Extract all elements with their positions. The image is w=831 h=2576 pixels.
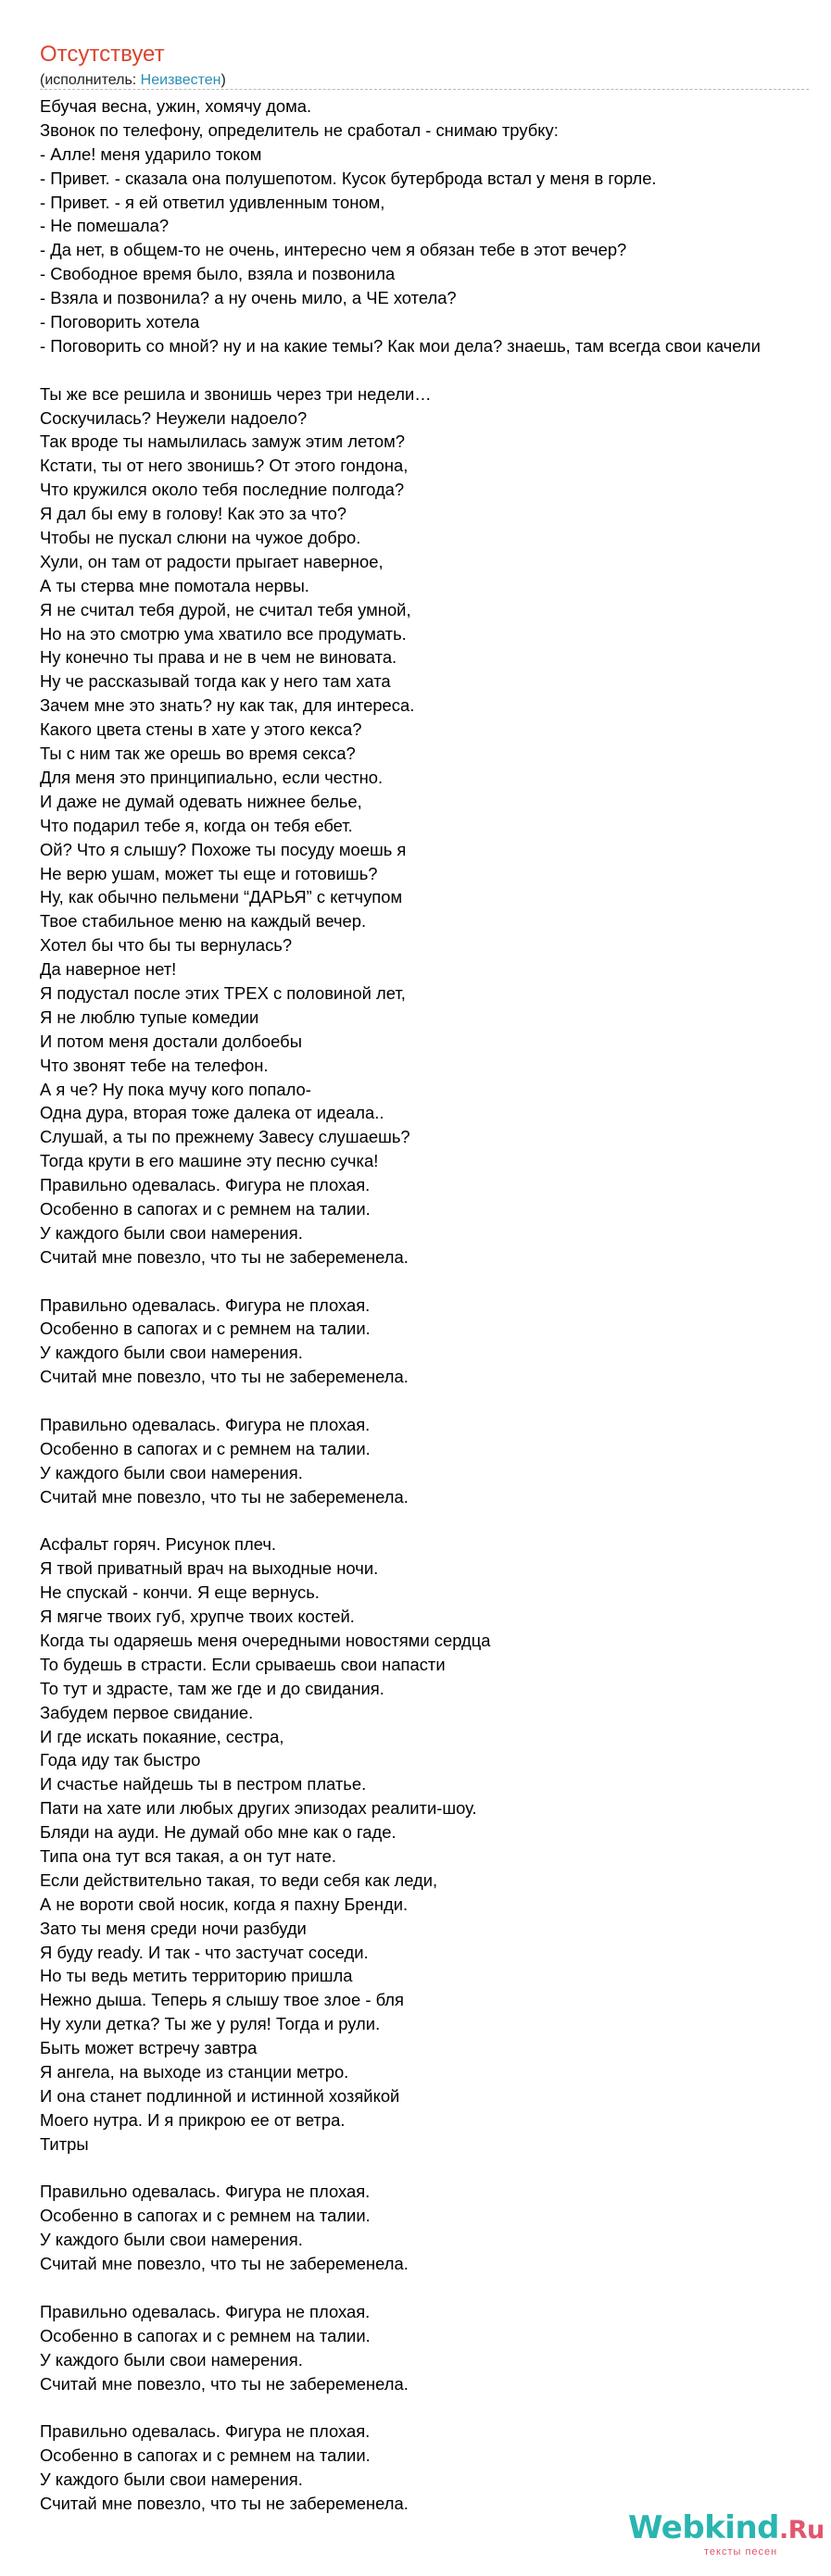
lyric-line: Что кружился около тебя последние полгода?	[40, 480, 405, 500]
lyric-blank-line	[40, 1509, 831, 1533]
lyric-line: Ты же все решила и звонишь через три недели…	[40, 383, 432, 404]
lyric-blank-line	[40, 358, 831, 382]
logo-tld: .Ru	[779, 2516, 825, 2545]
lyric-line: Да наверное нет!	[40, 959, 177, 980]
lyric-line: Я не считал тебя дурой, не считал тебя умной,	[40, 599, 411, 619]
lyric-line: Особенно в сапогах и с ремнем на талии.	[40, 1319, 371, 1339]
lyric-line: Ну, как обычно пельмени “ДАРЬЯ” с кетчупом	[40, 887, 403, 907]
lyric-line: Хули, он там от радости прыгает наверное,	[40, 551, 384, 571]
lyrics-text	[40, 94, 831, 2516]
lyric-line: А не вороти свой носик, когда я пахну Бренди.	[40, 1894, 409, 1914]
lyric-blank-line	[40, 1269, 831, 1294]
lyric-line: - Свободное время было, взяла и позвонила	[40, 264, 396, 284]
lyric-line: Бляди на ауди. Не думай обо мне как о гаде.	[40, 1822, 397, 1843]
header-divider	[40, 89, 809, 90]
lyric-blank-line	[40, 2157, 831, 2181]
lyric-line: Считай мне повезло, что ты не забеременела.	[40, 2254, 409, 2274]
lyric-line: Я дал бы ему в голову! Как это за что?	[40, 504, 347, 524]
lyric-line: Что подарил тебе я, когда он тебя ебет.	[40, 815, 353, 835]
song-title: Отсутствует	[40, 42, 165, 67]
lyric-line: Быть может встречу завтра	[40, 2038, 258, 2058]
lyric-line: Но ты ведь метить территорию пришла	[40, 1966, 353, 1986]
lyric-line: У каждого были свои намерения.	[40, 2349, 303, 2370]
lyric-line: Не спускай - кончи. Я еще вернусь.	[40, 1582, 320, 1603]
artist-prefix: (исполнитель:	[40, 72, 141, 88]
lyric-line: Какого цвета стены в хате у этого кекса?	[40, 719, 362, 740]
lyric-line: У каждого были свои намерения.	[40, 2470, 303, 2490]
lyric-line: У каждого были свои намерения.	[40, 2230, 303, 2250]
lyric-line: Звонок по телефону, определитель не сработал - снимаю трубку:	[40, 119, 559, 140]
lyric-line: - Привет. - я ей ответил удивленным тоном,	[40, 192, 385, 212]
lyric-line: Асфальт горяч. Рисунок плеч.	[40, 1534, 277, 1555]
lyric-line: Типа она тут вся такая, а он тут нате.	[40, 1846, 336, 1867]
lyric-line: Правильно одевалась. Фигура не плохая.	[40, 2301, 371, 2321]
lyric-line: Я подустал после этих ТРЕХ с половиной лет,	[40, 982, 406, 1003]
lyric-line: Для меня это принципиально, если честно.	[40, 767, 384, 787]
lyric-line: Чтобы не пускал слюни на чужое добро.	[40, 528, 361, 548]
lyric-line: Что звонят тебе на телефон.	[40, 1055, 269, 1075]
lyric-line: И она станет подлинной и истинной хозяйкой	[40, 2085, 400, 2106]
lyric-line: Хотел бы что бы ты вернулась?	[40, 935, 293, 956]
lyric-line: Так вроде ты намылилась замуж этим летом?	[40, 431, 405, 452]
lyric-line: Забудем первое свидание.	[40, 1702, 254, 1722]
lyric-line: Я мягче твоих губ, хрупче твоих костей.	[40, 1607, 355, 1627]
lyric-line: Особенно в сапогах и с ремнем на талии.	[40, 1198, 371, 1219]
lyric-line: Правильно одевалась. Фигура не плохая.	[40, 1294, 371, 1315]
lyric-line: - Привет. - сказала она полушепотом. Кусок бутерброда встал у меня в горле.	[40, 168, 657, 188]
lyric-line: Особенно в сапогах и с ремнем на талии.	[40, 2445, 371, 2466]
lyric-line: У каждого были свои намерения.	[40, 1222, 303, 1243]
lyric-line: Правильно одевалась. Фигура не плохая.	[40, 2182, 371, 2202]
lyric-line: Считай мне повезло, что ты не забеременела.	[40, 1486, 409, 1507]
lyric-blank-line	[40, 2396, 831, 2420]
lyric-line: Зачем мне это знать? ну как так, для интереса.	[40, 695, 415, 716]
lyric-line: Правильно одевалась. Фигура не плохая.	[40, 2421, 371, 2442]
lyric-line: - Поговорить хотела	[40, 312, 200, 332]
lyric-blank-line	[40, 2276, 831, 2300]
lyric-line: Считай мне повезло, что ты не забеременела.	[40, 2373, 409, 2394]
lyric-line: Я твой приватный врач на выходные ночи.	[40, 1558, 379, 1579]
lyric-line: Особенно в сапогах и с ремнем на талии.	[40, 2325, 371, 2345]
lyric-line: - Взяла и позвонила? а ну очень мило, а ЧЕ хотела?	[40, 288, 457, 308]
lyric-line: Соскучилась? Неужели надоело?	[40, 407, 308, 428]
lyric-line: Кстати, ты от него звонишь? От этого гондона,	[40, 456, 409, 476]
lyric-line: - Алле! меня ударило током	[40, 144, 262, 164]
lyric-line: - Поговорить со мной? ну и на какие темы? Как мои дела? знаешь, там всегда свои качели	[40, 335, 761, 356]
lyric-line: Если действительно такая, то веди себя как леди,	[40, 1869, 438, 1890]
logo-wordmark	[628, 2507, 825, 2551]
lyric-line: У каждого были свои намерения.	[40, 1462, 303, 1482]
lyric-line: Тогда крути в его машине эту песню сучка!	[40, 1151, 379, 1171]
webkind-logo[interactable]	[628, 2507, 825, 2563]
lyric-line: Титры	[40, 2133, 89, 2154]
lyric-line: Когда ты одаряешь меня очередными новостями сердца	[40, 1631, 491, 1650]
lyric-line: Не верю ушам, может ты еще и готовишь?	[40, 863, 378, 883]
lyric-line: Моего нутра. И я прикрою ее от ветра.	[40, 2109, 346, 2130]
lyric-line: Считай мне повезло, что ты не забеременела.	[40, 1367, 409, 1387]
lyric-line: Твое стабильное меню на каждый вечер.	[40, 911, 367, 932]
lyric-line: У каждого были свои намерения.	[40, 1343, 303, 1363]
lyric-line: Одна дура, вторая тоже далека от идеала..	[40, 1103, 384, 1123]
lyric-line: Особенно в сапогах и с ремнем на талии.	[40, 1438, 371, 1458]
lyric-line: - Да нет, в общем-то не очень, интересно чем я обязан тебе в этот вечер?	[40, 240, 627, 260]
lyric-line: Ой? Что я слышу? Похоже ты посуду моешь я	[40, 839, 407, 859]
lyric-line: - Не помешала?	[40, 216, 170, 236]
lyric-line: Я ангела, на выходе из станции метро.	[40, 2062, 349, 2082]
lyric-line: Считай мне повезло, что ты не забеременела.	[40, 1246, 409, 1267]
lyric-line: И где искать покаяние, сестра,	[40, 1726, 284, 1746]
lyric-line: Считай мне повезло, что ты не забеременела.	[40, 2494, 409, 2514]
lyric-line: То тут и здрасте, там же где и до свидания.	[40, 1678, 384, 1698]
lyric-line: Особенно в сапогах и с ремнем на талии.	[40, 2206, 371, 2226]
lyric-line: А ты стерва мне помотала нервы.	[40, 575, 309, 595]
lyric-line: Правильно одевалась. Фигура не плохая.	[40, 1175, 371, 1195]
lyric-line: Зато ты меня среди ночи разбуди	[40, 1918, 307, 1938]
lyric-line: Нежно дыша. Теперь я слышу твое злое - бля	[40, 1990, 404, 2010]
lyric-line: И потом меня достали долбоебы	[40, 1031, 302, 1051]
lyric-line: Ты с ним так же орешь во время секса?	[40, 744, 356, 764]
lyric-line: Но на это смотрю ума хватило все продумать.	[40, 623, 407, 644]
lyric-line: И счастье найдешь ты в пестром платье.	[40, 1774, 367, 1794]
lyric-line: Правильно одевалась. Фигура не плохая.	[40, 1414, 371, 1434]
logo-tagline: тексты песен	[704, 2546, 778, 2557]
lyric-line: Ебучая весна, ужин, хомячу дома.	[40, 96, 312, 116]
lyric-line: Ну хули детка? Ты же у руля! Тогда и рули.	[40, 2014, 381, 2034]
lyric-line: И даже не думай одевать нижнее белье,	[40, 791, 362, 811]
lyric-line: А я че? Ну пока мучу кого попало-	[40, 1079, 311, 1099]
artist-suffix: )	[220, 72, 226, 88]
lyric-line: Я не люблю тупые комедии	[40, 1007, 259, 1027]
lyric-line: Я буду ready. И так - что застучат соседи.	[40, 1942, 369, 1962]
song-header	[40, 41, 809, 91]
artist-link[interactable]: Неизвестен	[140, 72, 221, 88]
lyric-line: Года иду так быстро	[40, 1750, 201, 1770]
lyric-blank-line	[40, 1389, 831, 1413]
lyric-line: Ну че рассказывай тогда как у него там хата	[40, 671, 391, 692]
lyric-line: То будешь в страсти. Если срываешь свои напасти	[40, 1654, 446, 1674]
logo-word: Webkind	[628, 2509, 779, 2546]
lyric-line: Ну конечно ты права и не в чем не виновата.	[40, 647, 397, 668]
lyric-line: Слушай, а ты по прежнему Завесу слушаешь?	[40, 1127, 410, 1147]
artist-line	[40, 70, 809, 91]
lyric-line: Пати на хате или любых других эпизодах реалити-шоу.	[40, 1798, 477, 1819]
